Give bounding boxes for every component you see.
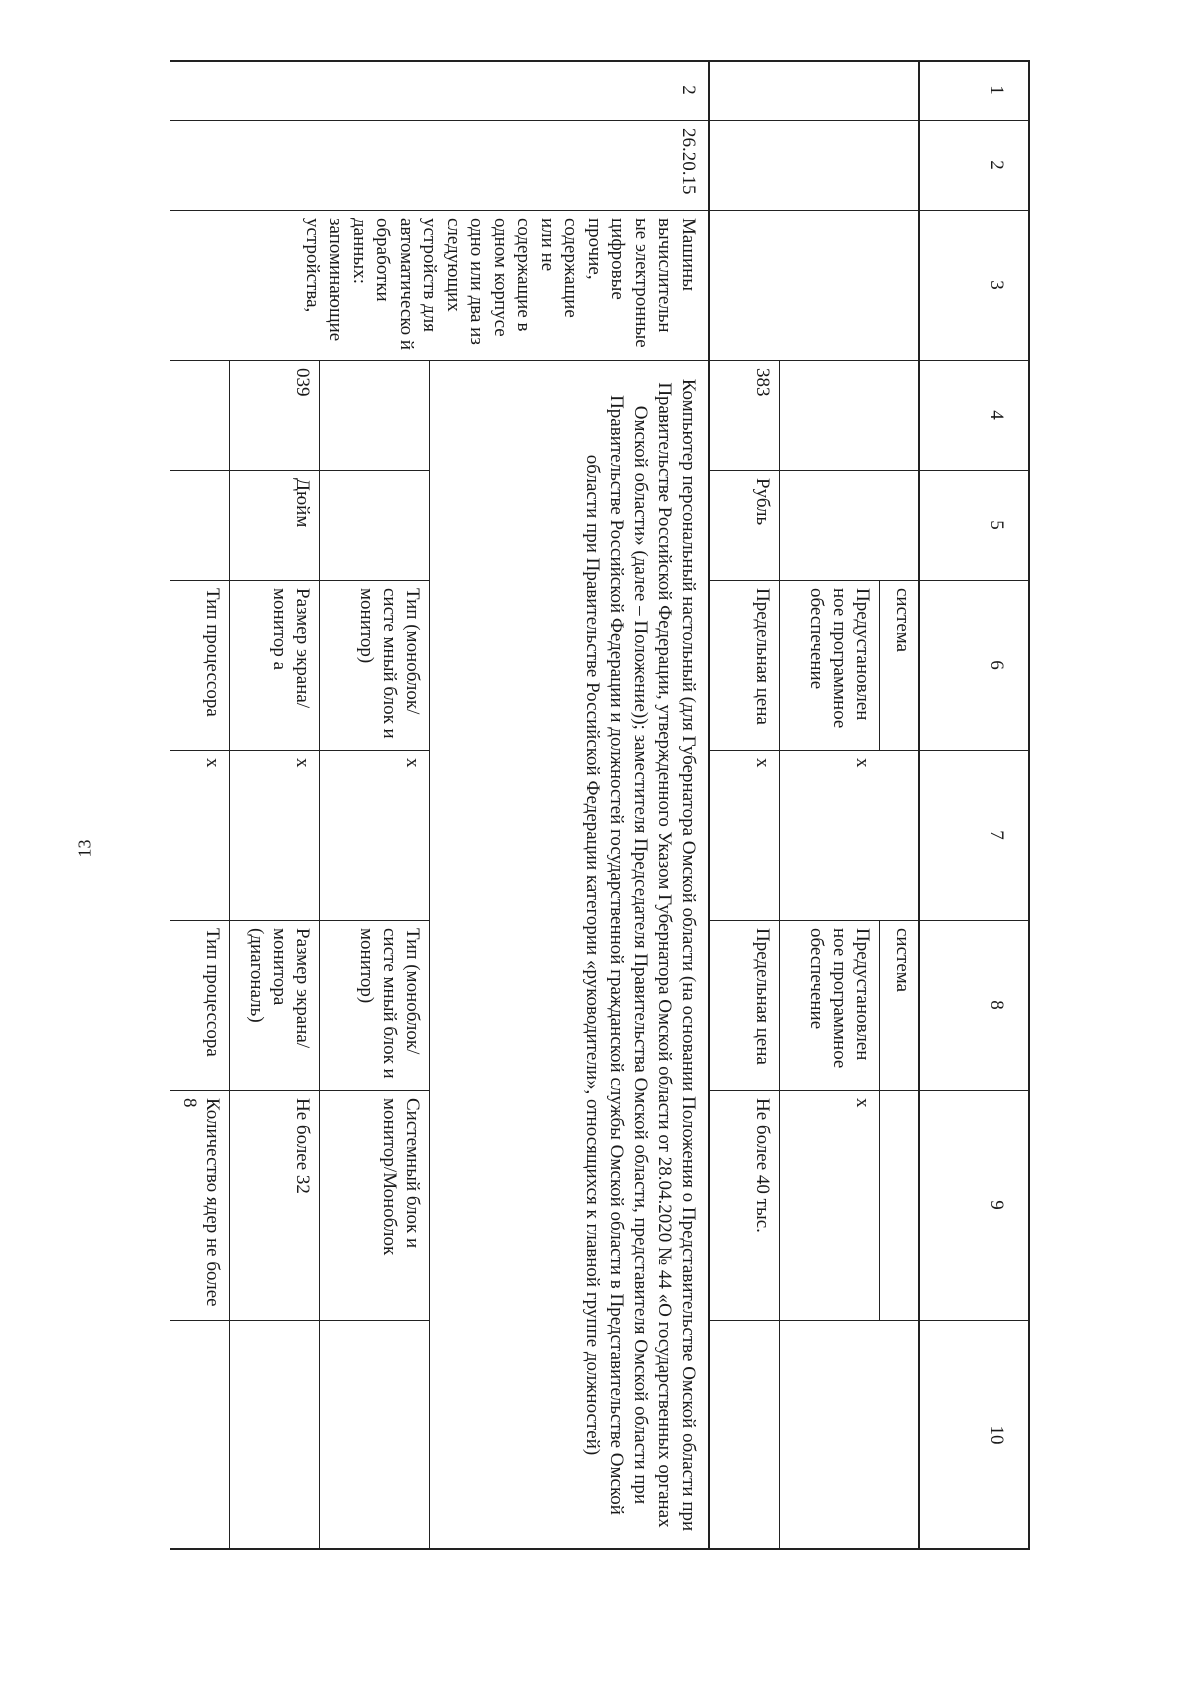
cell-screen-7: х [292, 758, 313, 768]
header-col-5: 5 [986, 520, 1007, 530]
row-divider-type [319, 360, 320, 1550]
header-col-6: 6 [986, 660, 1007, 670]
col-divider-6-bottom [170, 750, 430, 751]
cell-software-7: х [852, 758, 873, 768]
header-col-1: 1 [986, 85, 1007, 95]
cell-type-7: х [402, 758, 423, 768]
cell-price-4: 383 [752, 368, 773, 397]
col-divider-5-top [710, 580, 1030, 581]
header-divider [919, 60, 921, 1550]
col-divider-7-top [710, 920, 1030, 921]
page-number: 13 [74, 839, 95, 858]
cell-okpd-code: 26.20.15 [678, 128, 699, 195]
cell-type-6: Тип (моноблок/систе мный блок и монитор) [356, 588, 423, 739]
header-col-7: 7 [986, 830, 1007, 840]
col-divider-3 [170, 360, 1030, 361]
cell-type-8: Тип (моноблок/систе мный блок и монитор) [356, 928, 423, 1079]
col-divider-8-top [710, 1090, 1030, 1091]
cell-price-7: х [752, 758, 773, 768]
cell-sistema-8: система [892, 928, 913, 993]
cell-cpu-6: Тип процессора [202, 588, 223, 717]
row-divider-sistema [879, 580, 880, 750]
header-col-2: 2 [986, 160, 1007, 170]
cell-cpu-7: х [202, 758, 223, 768]
cell-software-9: х [852, 1098, 873, 1108]
col-divider-8-bottom [170, 1090, 430, 1091]
col-divider-9-bottom [170, 1320, 430, 1321]
cell-software-6: Предустановлен ное программное обеспечение [806, 588, 873, 729]
cell-product-name: Машины вычислительн ые электронные цифровые прочие, содержащие или не содержащие в одном корпусе одно или два из следующих устройств для автоматическо й обработки данных: запоминающие устройства, [302, 218, 699, 351]
requirements-table [170, 60, 1030, 1550]
cell-screen-8: Размер экрана/монитора (диагональ) [246, 928, 313, 1049]
col-divider-9-top [710, 1320, 1030, 1321]
header-col-10: 10 [986, 1425, 1007, 1445]
header-col-8: 8 [986, 1000, 1007, 1010]
cell-software-8: Предустановлен ное программное обеспечение [806, 928, 873, 1069]
table-border-right [170, 1548, 1030, 1550]
col-divider-7-bottom [170, 920, 430, 921]
cell-type-9: Системный блок и монитор/Моноблок [379, 1098, 423, 1256]
col-divider-1 [170, 120, 1030, 121]
table-border-top [1029, 60, 1031, 1550]
header-col-9: 9 [986, 1200, 1007, 1210]
cell-cpu-9: Количество ядер не более 8 [179, 1098, 223, 1307]
header-col-3: 3 [986, 280, 1007, 290]
row-divider-sistema-right [879, 920, 880, 1320]
cell-price-6: Предельная цена [752, 588, 773, 725]
row-divider-description [429, 360, 430, 1550]
cell-price-9: Не более 40 тыс. [752, 1098, 773, 1233]
cell-screen-5: Дюйм [292, 478, 313, 528]
col-divider-4-top [710, 470, 1030, 471]
header-col-4: 4 [986, 410, 1007, 420]
row-divider-software [779, 360, 780, 1550]
cell-row-number: 2 [678, 85, 699, 95]
cell-sistema-6: система [892, 588, 913, 653]
cell-price-5: Рубль [752, 478, 773, 526]
col-divider-2 [170, 210, 1030, 211]
cell-cpu-8: Тип процессора [202, 928, 223, 1057]
cell-category-description: Компьютер персональный настольный (для Губернатора Омской области (на основании Положения о Представительстве Омской области при Правительстве Российской Федерации, утвержденного Указом Губернатора Омской области от 28.04.2020 № 44 «О государственных органах Омской области» (далее – Положение)); заместителя Председателя Правительства Омской области, представителя Омской области при Правительстве Российской Федерации и должностей государственной гражданской службы Омской области в Представительстве Омской области при Правительстве Российской Федерации категории «руководители», относящихся к главной группе должностей) [582, 378, 699, 1532]
cell-screen-4: 039 [292, 368, 313, 397]
col-divider-6-top [710, 750, 1030, 751]
cell-screen-9: Не более 32 [292, 1098, 313, 1194]
row-divider-screen [229, 360, 230, 1550]
cell-screen-6: Размер экрана/монитор а [269, 588, 313, 709]
cell-price-8: Предельная цена [752, 928, 773, 1065]
col-divider-5-bottom [170, 580, 430, 581]
table-border-left [170, 60, 1030, 62]
col-divider-4-bottom [170, 470, 430, 471]
row-divider-price [709, 60, 711, 1550]
